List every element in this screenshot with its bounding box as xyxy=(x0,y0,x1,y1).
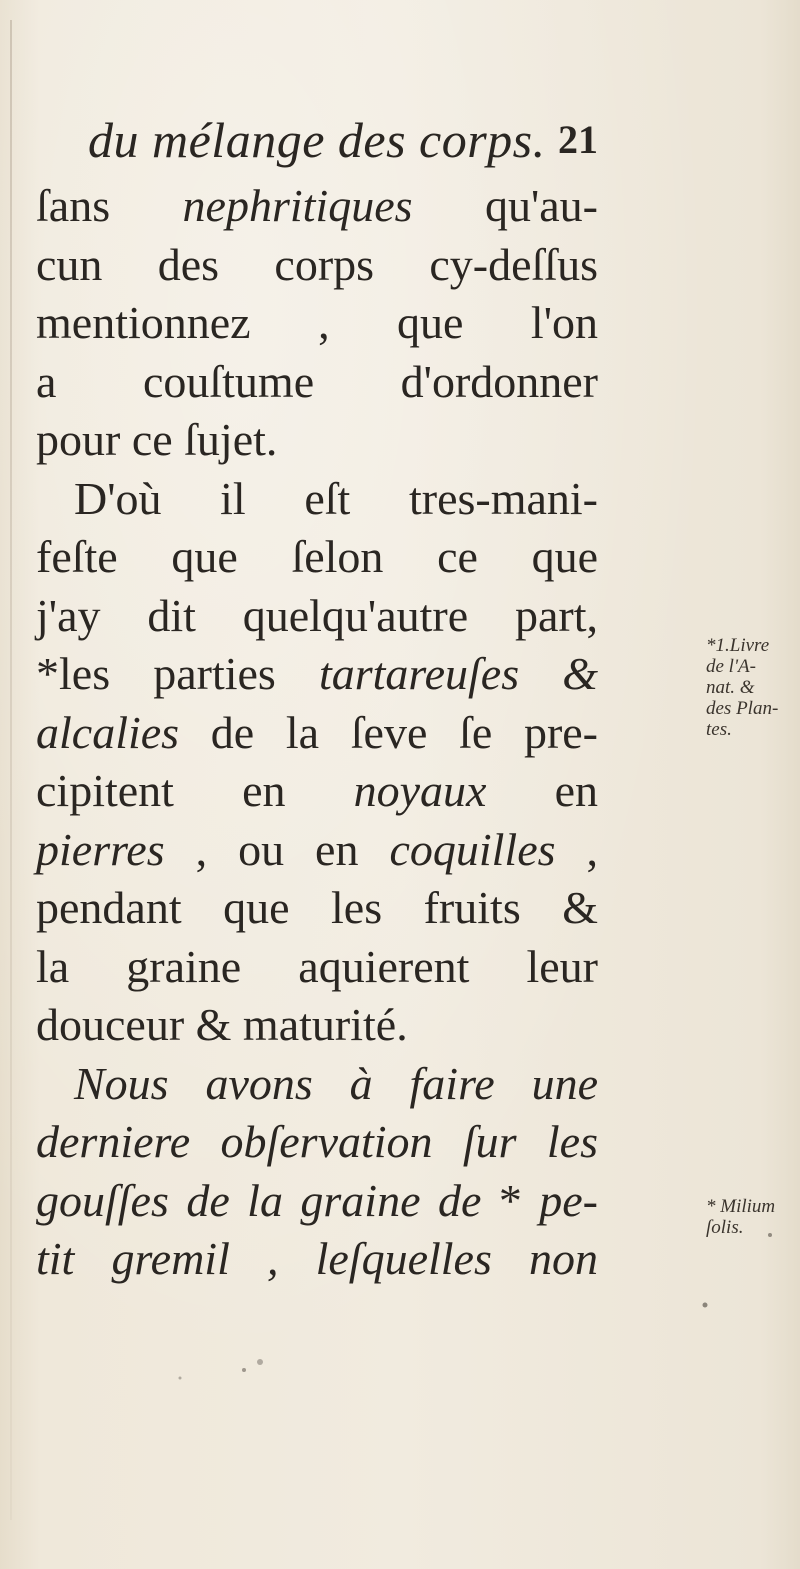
roman-text: douceur & maturité. xyxy=(36,999,408,1050)
roman-text: *les parties xyxy=(36,648,319,699)
margin-note-line: ſolis. xyxy=(706,1217,744,1238)
text-line xyxy=(36,1055,598,1114)
text-line xyxy=(36,177,598,236)
margin-note-line: * Milium xyxy=(706,1196,776,1217)
margin-note-line: nat. & xyxy=(706,677,755,698)
italic-text: pe- xyxy=(539,1174,599,1226)
roman-text: la graine aquierent leur xyxy=(36,940,598,992)
text-line xyxy=(36,587,598,646)
italic-text: coquilles xyxy=(389,823,556,875)
text-line xyxy=(36,294,598,353)
roman-text: en xyxy=(486,765,599,816)
ink-speck xyxy=(257,1359,263,1365)
roman-text: a couſtume d'ordonner xyxy=(36,355,598,407)
italic-text: Nous avons à faire une xyxy=(74,1057,598,1109)
italic-text: tit gremil , leſquelles non xyxy=(36,1233,598,1284)
text-line xyxy=(36,353,598,412)
roman-text: * xyxy=(481,1174,540,1226)
text-line xyxy=(36,996,598,1055)
text-line xyxy=(36,704,598,763)
text-line xyxy=(36,938,598,997)
roman-text: ſans xyxy=(36,180,183,231)
italic-text: alcalies xyxy=(36,706,180,758)
italic-text: pierres xyxy=(36,823,165,875)
margin-note-milium xyxy=(706,1196,796,1238)
page-edge-shadow xyxy=(10,20,12,1520)
ink-speck xyxy=(179,1377,182,1380)
italic-text: tartareuſes & xyxy=(318,648,598,699)
margin-note-line: de l'A- xyxy=(706,656,756,677)
text-line xyxy=(36,1172,598,1231)
page-number: 21 xyxy=(558,117,598,162)
roman-text: j'ay dit quelqu'autre part, xyxy=(36,589,598,641)
roman-text: , xyxy=(555,823,599,875)
text-line xyxy=(36,236,598,295)
italic-text: nephritiques xyxy=(182,180,413,231)
text-line xyxy=(36,1113,598,1172)
margin-note-line: des Plan- xyxy=(706,698,779,719)
italic-text: noyaux xyxy=(353,765,487,816)
text-line xyxy=(36,1230,598,1289)
text-line xyxy=(36,411,598,470)
text-line xyxy=(36,645,598,704)
roman-text: feſte que ſelon ce que xyxy=(36,531,598,582)
ink-speck xyxy=(242,1368,246,1372)
text-line xyxy=(36,821,598,880)
roman-text: , ou en xyxy=(164,823,390,875)
margin-note-line: *1.Livre xyxy=(706,635,770,656)
running-head: du mélange des corps. xyxy=(88,112,546,168)
roman-text: de la ſeve ſe pre- xyxy=(179,706,598,758)
text-line xyxy=(36,470,598,529)
margin-note-line: tes. xyxy=(706,719,732,740)
roman-text: mentionnez , que l'on xyxy=(36,297,598,348)
roman-text: cun des corps cy-deſſus xyxy=(36,238,598,290)
roman-text: pendant que les fruits & xyxy=(36,882,598,933)
text-line xyxy=(36,528,598,587)
roman-text: qu'au- xyxy=(412,180,598,231)
italic-text: derniere obſervation ſur les xyxy=(36,1116,598,1167)
body-text xyxy=(36,177,598,1289)
text-line xyxy=(36,879,598,938)
ink-speck xyxy=(703,1303,708,1308)
page-header xyxy=(88,110,598,180)
roman-text: D'où il eſt tres-mani- xyxy=(74,472,598,524)
margin-note-livre xyxy=(706,635,796,740)
roman-text: pour ce ſujet. xyxy=(36,414,278,465)
roman-text: cipitent en xyxy=(36,765,354,816)
text-line xyxy=(36,762,598,821)
italic-text: gouſſes de la graine de xyxy=(36,1174,482,1226)
